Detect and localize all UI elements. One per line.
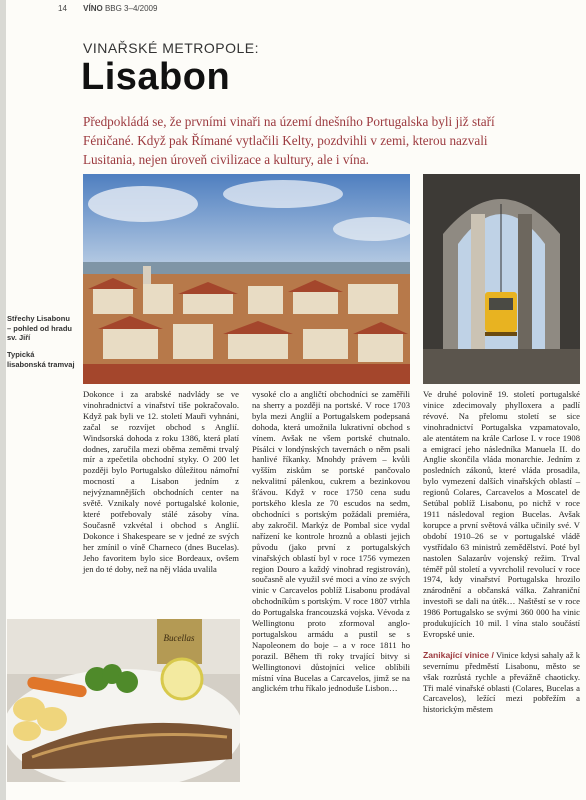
bottle-label: Bucellas xyxy=(163,633,195,643)
section-rubric: VINAŘSKÉ METROPOLE: xyxy=(83,40,259,56)
running-header xyxy=(58,4,157,13)
body-column-1 xyxy=(83,389,239,574)
subheading-disappearing-vineyards: Zanikající vinice / xyxy=(423,649,494,660)
caption-tram: Typická lisabonská tramvaj xyxy=(7,350,75,369)
body-text-3: Ve druhé polovině 19. století portugalské vinice zdecimovaly phylloxera a padlí révové. Na přelomu století se sice vinohradnictví Portugalska vzpamatovalo, ale atentátem na krále Carlose I. v roce 1908 a emigrací jeho následníka Manuela II. do Anglie skončila vláda monarchie. Jedním z posledních zákonů, které vláda prosadila, bylo vymezení dalších vinařských oblastí – regionů Colares, Carcavelos a Moscatel de Setúbal poblíž Lisabonu, po nichž v roce 1911 následoval region Bucelas. Avšak korupce a první světová válka učinily své. V období 1910–26 se v portugalské vládě vystřídalo 63 ministrů zemědělství. Poté byl nastolen Salazarův vojenský režim. Trval téměř půl století a vyvrcholil revolucí v roce 1974, kdy vinařství Portugalska hrozilo znárodnění a občanská válka. Zahraniční investoři se dali na útěk… Naštěstí se v roce 1986 Portugalsko se svými 360 000 ha vinic produkujících 10 mil. l vína stalo součástí Evropské unie. xyxy=(423,389,580,639)
body-text-1: Dokonce i za arabské nadvlády se ve vinohradnictví a vinařství tiše pokračovalo. Když pak byli ve 12. století Mauři vyhnáni, začal se rozvíjet obchod s Anglií. Windsorská dohoda z roku 1386, která platí dodnes, zaručila mezi oběma zeměmi trvalý mír a zpečetila obchodní styky. O 200 let později bylo Portugalsko důležitou námořní mocností a Lisabon jedním z nejvýznamnějších obchodních center na světě. Vznikaly nové portugalské kolonie, které potřebovaly stálé zásoby vína. Současně vzkvétal i obchod s Anglií. Dokonce i Shakespeare se v jedné ze svých her zmínil o víně Charneco (dnes Bucelas). Jeho favoritem bylo sice Bordeaux, ovšem jen do té doby, než na něj vláda uvalila xyxy=(83,389,239,574)
body-column-2 xyxy=(252,389,410,694)
body-text-3-tail xyxy=(423,650,580,715)
body-column-3 xyxy=(423,389,580,715)
magazine-name: VÍNO xyxy=(83,4,103,13)
lisbon-tram-photo xyxy=(423,174,580,384)
page-number: 14 xyxy=(58,4,67,13)
body-text-2: vysoké clo a angličtí obchodníci se zaměřili na sherry a později na portské. V roce 1703 byla mezi Anglií a Portugalskem podepsaná dohoda, která umožnila lukrativní obchod s vínem. Avšak ne všem portské chutnalo. Písálci v londýnských tavernách o něm psali hanlivé říkanky. Mnohdy právem – kvůli vyšším ziskům se portské pančovalo nekvalitní pálenkou, cukrem a bezinkovou šťávou. Když v roce 1750 cena sudu portského klesla ze 70 escudos na sedm, obchodníci s portským požádali premiéra, aby zakročil. Markýz de Pombal sice vydal nařízení ke kontrole hroznů a oblasti jejich původu (jako první z portugalských vinařských oblastí byl v roce 1756 vymezen region Douro a každý vinohrad registrován), současně ale využil své moci a víno ze svých vinic v Carcavelos poblíž Lisabonu prodával obchodníkům s portským. V roce 1807 vtrhla do Portugalska francouzská vojska. Vévoda z Wellingtonu proto zformoval anglo-portugalskou armádu a pustil se s Napoleonem do boje – a v roce 1811 ho porazil. Během tři roky trvající bitvy si Wellingtonovi důstojníci velice oblíbili místní vína Bucelas a Carcavelos, jimž se na anglickém trhu říkalo jednoduše Lisbon… xyxy=(252,389,410,694)
caption-rooftops: Střechy Lisabonu – pohled od hradu sv. Jiří xyxy=(7,314,72,342)
body-text-3-tail-text: Vinice kdysi sahaly až k severnímu předměstí Lisabonu, město se však rozrůstá rychle a převážně chaoticky. Tři malé vinařské oblasti (Colares, Bucelas a Carcavelos), ležící mezi pobřežím a historickým městem xyxy=(423,649,580,715)
page-edge-strip xyxy=(0,0,6,800)
fish-dish-photo xyxy=(7,619,240,782)
lead-paragraph: Předpokládá se, že prvními vinaři na území dnešního Portugalska byli již staří Féničané. Když pak Římané vytlačili Kelty, pozdvihli v zemi, kterou nazvali Lusitania, nejen úroveň civilizace a kultury, ale i vína. xyxy=(83,114,495,167)
issue-label: BBG 3–4/2009 xyxy=(104,4,158,13)
article-title: Lisabon xyxy=(81,56,231,98)
lisbon-rooftops-photo xyxy=(83,174,410,384)
